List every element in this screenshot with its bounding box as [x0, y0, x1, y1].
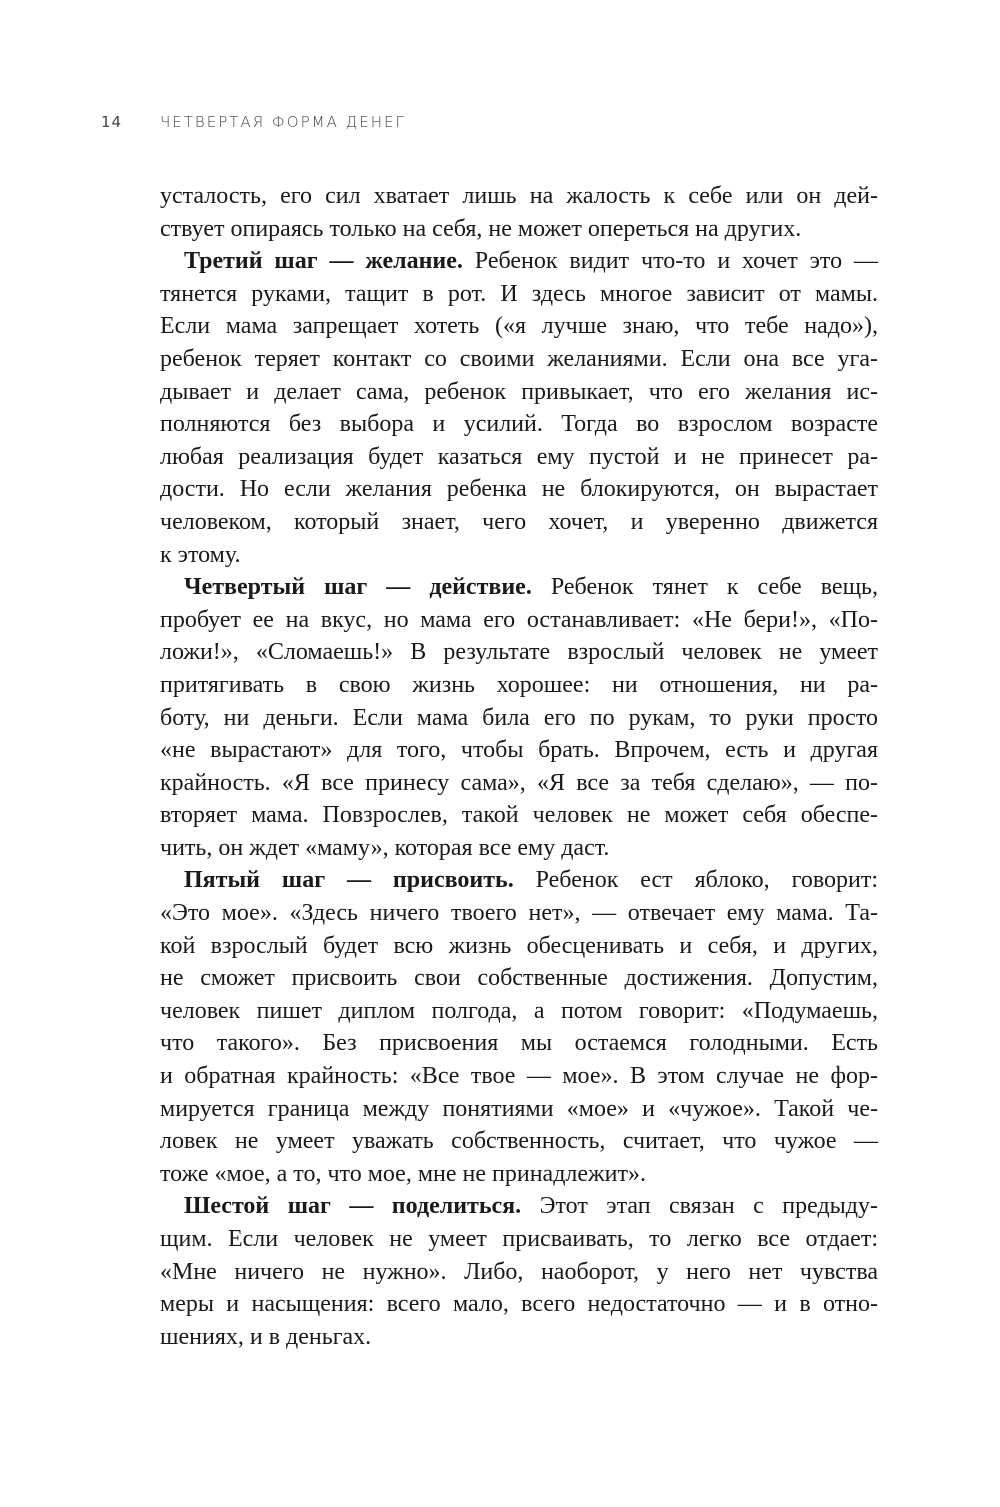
- line-text: кой взрослый будет всю жизнь обесценивать и себя, и других,: [160, 932, 878, 959]
- text-line: [160, 571, 878, 604]
- line-text: меры и насыщения: всего мало, всего недостаточно — и в отно-: [160, 1291, 878, 1318]
- line-text: ствует опираясь только на себя, не может опереться на других.: [160, 215, 802, 242]
- paragraph-lead-bold: Шестой шаг — поделиться.: [184, 1193, 522, 1220]
- text-line: [160, 310, 878, 343]
- line-text: Если мама запрещает хотеть («я лучше знаю, что тебе надо»),: [160, 313, 878, 340]
- line-text: «не вырастают» для того, чтобы брать. Впрочем, есть и другая: [160, 737, 878, 764]
- paragraph-lead-bold: Четвертый шаг — действие.: [184, 574, 532, 601]
- text-line: [160, 734, 878, 767]
- text-line: [160, 604, 878, 637]
- text-line: [160, 213, 878, 246]
- text-line: [160, 767, 878, 800]
- page-number: 14: [101, 113, 123, 131]
- text-line: [160, 441, 878, 474]
- text-line: [160, 799, 878, 832]
- text-line: [160, 702, 878, 735]
- line-text: ловек не умеет уважать собственность, считает, что чужое —: [160, 1128, 878, 1155]
- body-text: [160, 180, 878, 1353]
- text-line: [160, 1256, 878, 1289]
- text-line: [160, 962, 878, 995]
- line-text: «Это мое». «Здесь ничего твоего нет», — отвечает ему мама. Та-: [160, 900, 878, 927]
- line-text: боту, ни деньги. Если мама била его по рукам, то руки просто: [160, 704, 878, 731]
- line-text: дывает и делает сама, ребенок привыкает, что его желания ис-: [160, 378, 878, 405]
- line-text: дости. Но если желания ребенка не блокируются, он вырастает: [160, 476, 878, 503]
- text-line: [160, 1060, 878, 1093]
- line-text: шениях, и в деньгах.: [160, 1323, 372, 1350]
- line-text: мируется граница между понятиями «мое» и «чужое». Такой че-: [160, 1095, 878, 1122]
- line-text: ребенок теряет контакт со своими желаниями. Если она все уга-: [160, 345, 878, 372]
- text-line: [160, 539, 878, 572]
- text-line: [160, 1158, 878, 1191]
- line-text: Этот этап связан с предыду-: [521, 1193, 878, 1220]
- text-line: [160, 995, 878, 1028]
- text-line: [160, 864, 878, 897]
- line-text: ложи!», «Сломаешь!» В результате взрослый человек не умеет: [160, 639, 878, 666]
- line-text: «Мне ничего не нужно». Либо, наоборот, у него нет чувства: [160, 1258, 878, 1285]
- text-line: [160, 1321, 878, 1354]
- paragraph-lead-bold: Пятый шаг — присвоить.: [184, 867, 514, 894]
- text-line: [160, 1125, 878, 1158]
- line-text: чить, он ждет «маму», которая все ему даст.: [160, 834, 610, 861]
- line-text: человеком, который знает, чего хочет, и уверенно движется: [160, 508, 878, 535]
- text-line: [160, 473, 878, 506]
- text-line: [160, 1190, 878, 1223]
- running-title: ЧЕТВЕРТАЯ ФОРМА ДЕНЕГ: [160, 113, 406, 131]
- line-text: и обратная крайность: «Все твое — мое». В этом случае не фор-: [160, 1063, 878, 1090]
- text-line: [160, 669, 878, 702]
- text-line: [160, 1027, 878, 1060]
- text-line: [160, 180, 878, 213]
- text-line: [160, 1093, 878, 1126]
- text-line: [160, 408, 878, 441]
- line-text: щим. Если человек не умеет присваивать, то легко все отдает:: [160, 1226, 878, 1252]
- line-text: человек пишет диплом полгода, а потом говорит: «Подумаешь,: [160, 997, 878, 1024]
- text-line: [160, 245, 878, 278]
- line-text: Ребенок видит что-то и хочет это —: [462, 248, 878, 275]
- line-text: усталость, его сил хватает лишь на жалость к себе или он дей-: [160, 183, 878, 209]
- line-text: тоже «мое, а то, что мое, мне не принадлежит».: [160, 1160, 646, 1187]
- line-text: любая реализация будет казаться ему пустой и не принесет ра-: [160, 443, 878, 470]
- text-line: [160, 343, 878, 376]
- line-text: не сможет присвоить свои собственные достижения. Допустим,: [160, 965, 878, 992]
- line-text: притягивать в свою жизнь хорошее: ни отношения, ни ра-: [160, 671, 878, 698]
- text-line: [160, 636, 878, 669]
- text-line: [160, 506, 878, 539]
- line-text: крайность. «Я все принесу сама», «Я все за тебя сделаю», — по-: [160, 769, 878, 796]
- line-text: тянется руками, тащит в рот. И здесь многое зависит от мамы.: [160, 280, 878, 307]
- text-line: [160, 1288, 878, 1321]
- line-text: пробует ее на вкус, но мама его останавливает: «Не бери!», «По-: [160, 606, 878, 633]
- line-text: что такого». Без присвоения мы остаемся голодными. Есть: [160, 1030, 878, 1057]
- text-line: [160, 930, 878, 963]
- line-text: к этому.: [160, 541, 241, 568]
- text-line: [160, 1223, 878, 1256]
- paragraph-lead-bold: Третий шаг — желание.: [184, 248, 463, 275]
- line-text: вторяет мама. Повзрослев, такой человек не может себя обеспе-: [160, 802, 878, 829]
- line-text: Ребенок ест яблоко, говорит:: [513, 867, 878, 894]
- text-line: [160, 897, 878, 930]
- text-line: [160, 832, 878, 865]
- text-line: [160, 278, 878, 311]
- line-text: Ребенок тянет к себе вещь,: [531, 574, 878, 601]
- line-text: полняются без выбора и усилий. Тогда во взрослом возрасте: [160, 411, 878, 438]
- text-line: [160, 376, 878, 409]
